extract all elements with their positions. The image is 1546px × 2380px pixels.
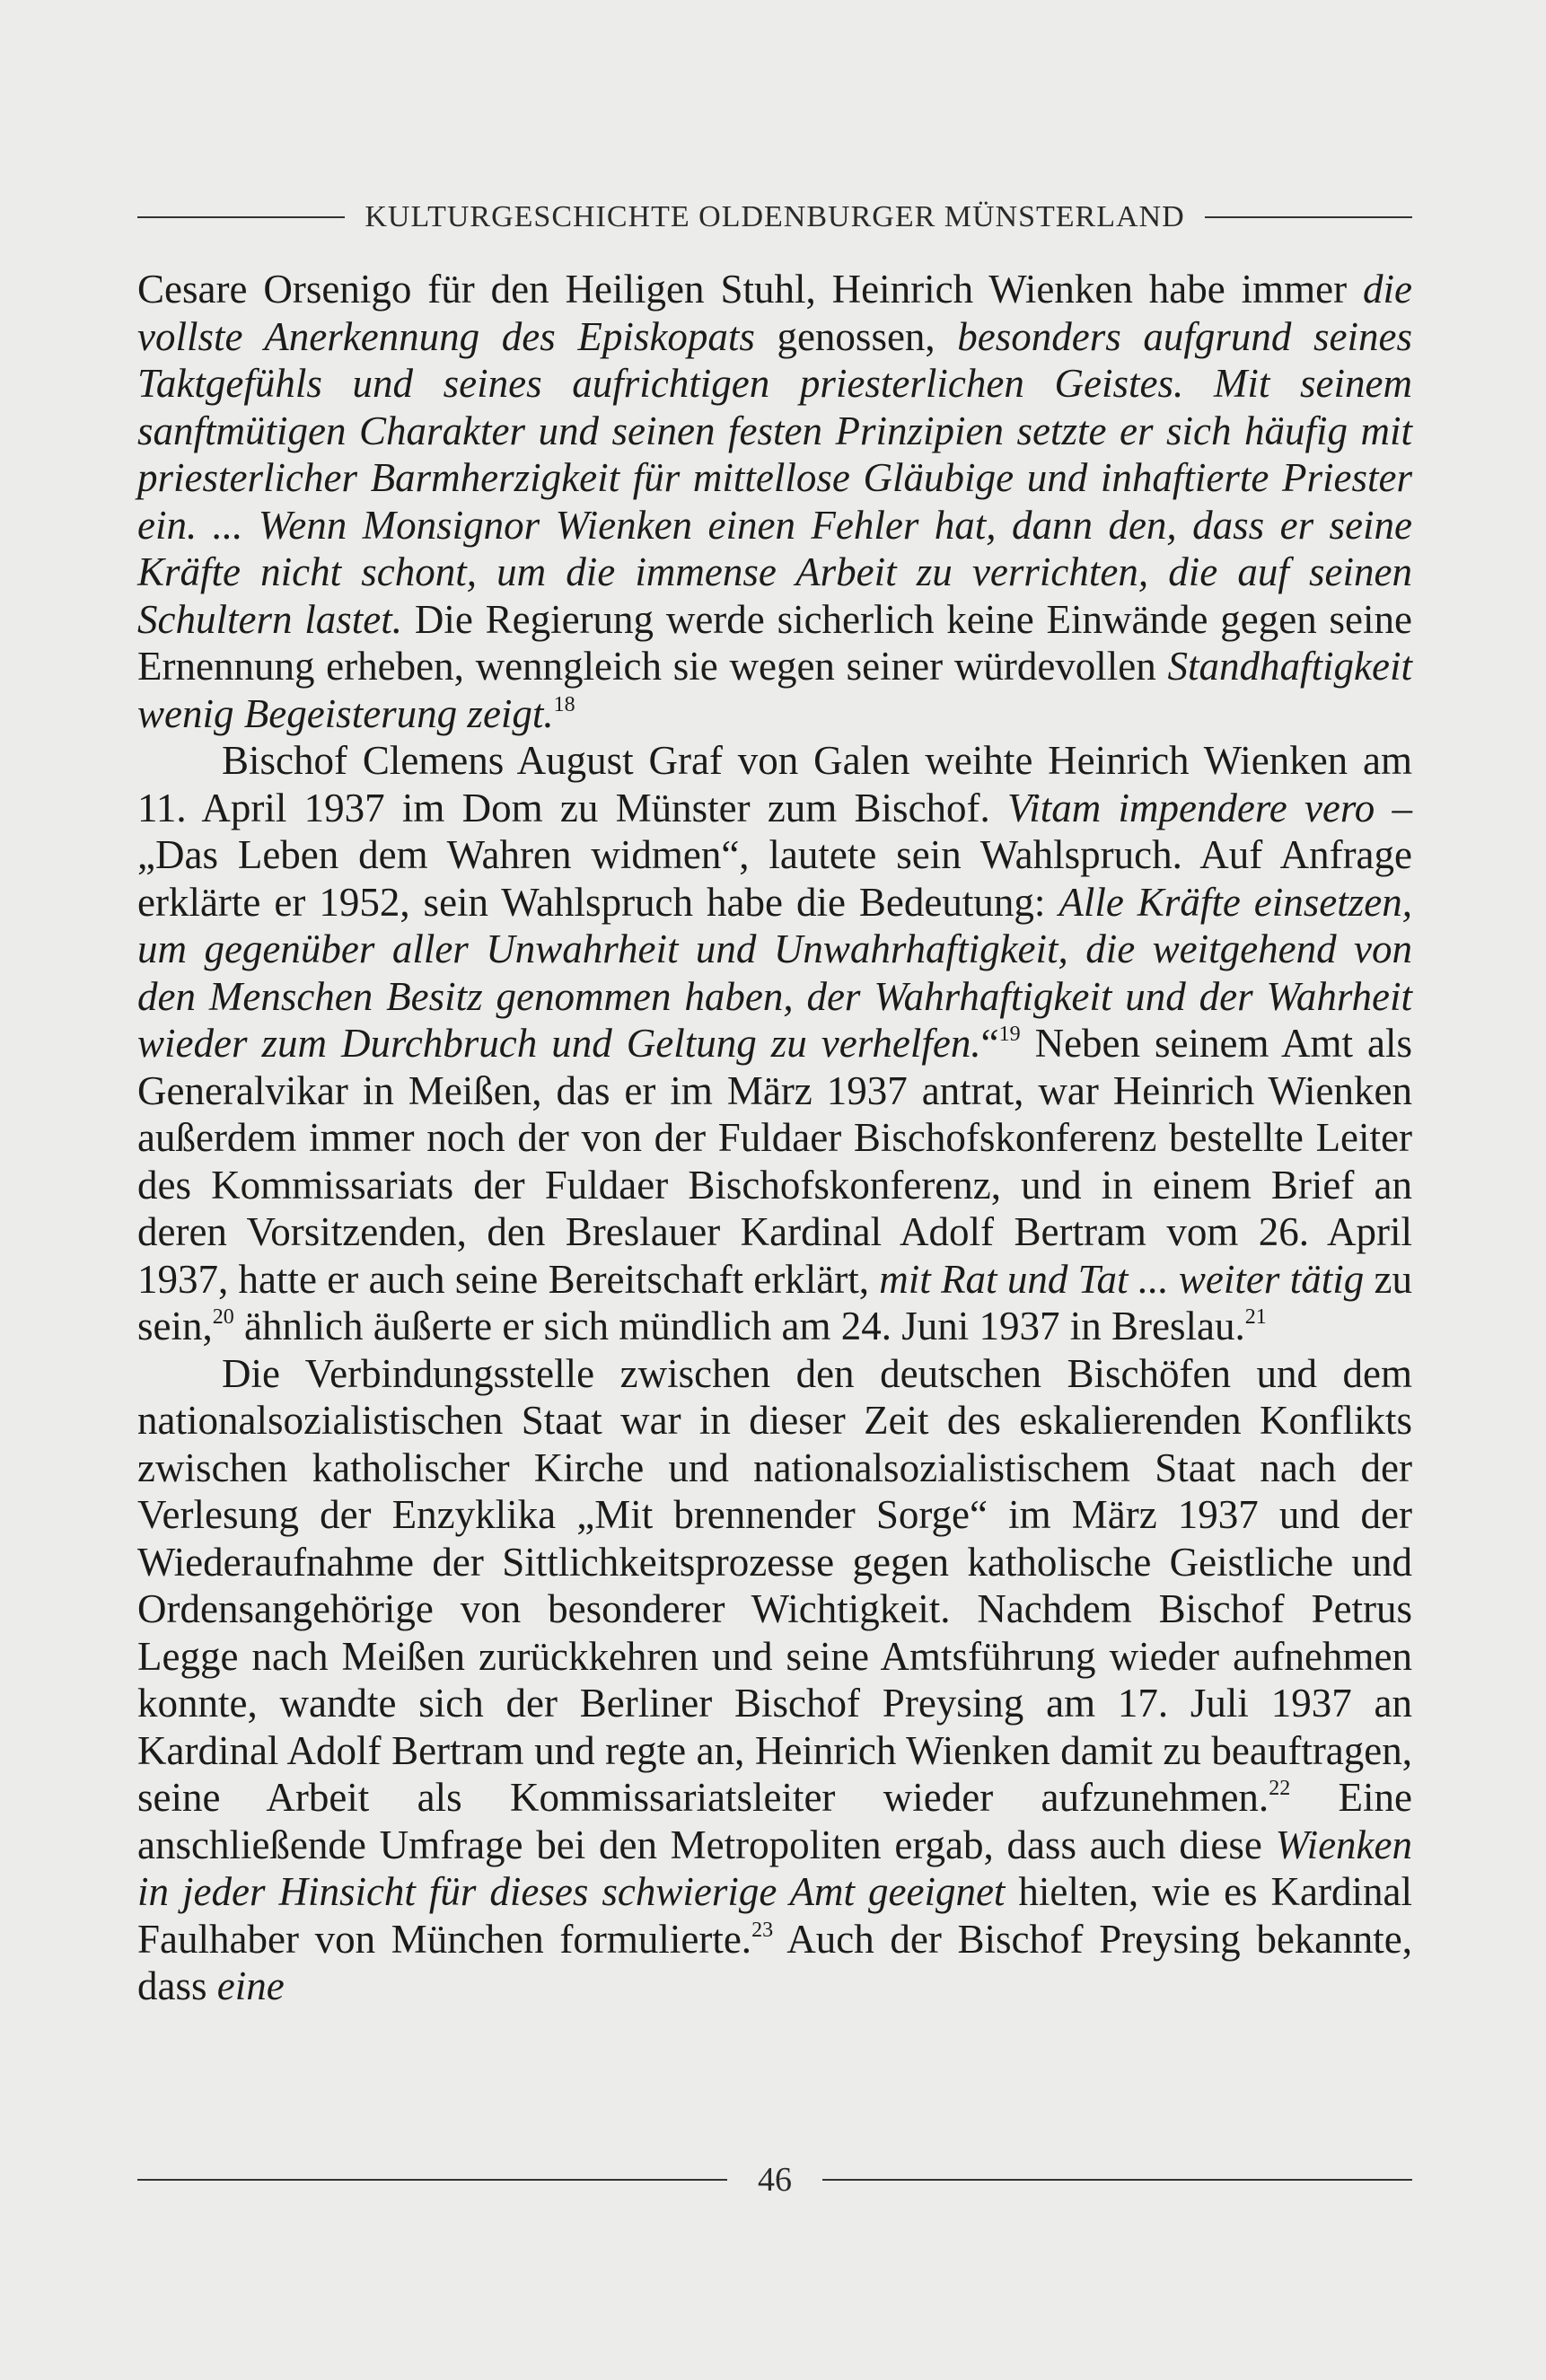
text-run: genossen, <box>754 313 958 359</box>
italic-quote: mit Rat und Tat ... weiter tätig <box>879 1256 1365 1302</box>
text-run: “ <box>980 1021 999 1066</box>
text-run: Auch der Bischof Preysing bekannte, dass <box>137 1916 1412 2008</box>
italic-quote: Standhaftigkeit wenig Begeisterung zeigt. <box>137 644 1412 736</box>
footnote-ref: 21 <box>1244 1305 1267 1329</box>
page-number: 46 <box>758 2161 792 2199</box>
page-footer <box>137 2153 1412 2207</box>
italic-quote: Alle Kräfte einsetzen, um gegenüber aller Unwahrheit und Unwahrhaftigkeit, die weitgehend von den Menschen Besitz genommen haben, der Wahrhaftigkeit und der Wahrheit wieder zum Durchbruch und Geltung zu verhelfen. <box>137 879 1412 1066</box>
paragraph <box>137 1350 1412 2010</box>
body-text <box>137 266 1412 2010</box>
footnote-ref: 22 <box>1269 1777 1291 1800</box>
italic-quote: Wienken in jeder Hinsicht für dieses schwierige Amt geeignet <box>137 1822 1412 1914</box>
text-run: – „Das Leben dem Wahren widmen“, lautete sein Wahlspruch. Auf Anfrage erklärte er 1952, sein Wahlspruch habe die Bedeutung: <box>137 785 1413 925</box>
italic-quote: besonders aufgrund seines Taktgefühls und seines aufrichtigen priesterlichen Geistes. Mit seinem sanftmütigen Charakter und seinen festen Prinzipien setzte er sich häufig mit priesterlicher Barmherzigkeit für mittellose Gläubige und inhaftierte Priester ein. ... Wenn Monsignor Wienken einen Fehler hat, dann den, dass er seine Kräfte nicht schont, um die immense Arbeit zu verrichten, die auf seinen Schultern lastet. <box>137 313 1412 642</box>
text-run: Cesare Orsenigo für den Heiligen Stuhl, Heinrich Wienken habe immer <box>137 267 1364 312</box>
footer-right-rule <box>822 2179 1412 2181</box>
footnote-ref: 19 <box>998 1023 1021 1046</box>
footer-left-rule <box>137 2179 727 2181</box>
text-run: Die Verbindungsstelle zwischen den deutschen Bischöfen und dem nationalsozialistischen Staat war in dieser Zeit des eskalierenden Konflikts zwischen katholischer Kirche und nationalsozialistischem Staat nach der Verlesung der Enzyklika „Mit brennender Sorge“ im März 1937 und der Wiederaufnahme der Sittlichkeitsprozesse gegen katholische Geistliche und Ordensangehörige von besonderer Wichtigkeit. Nachdem Bischof Petrus Legge nach Meißen zurückkehren und seine Amtsführung wieder aufnehmen konnte, wandte sich der Berliner Bischof Preysing am 17. Juli 1937 an Kardinal Adolf Bertram und regte an, Heinrich Wienken damit zu beauftragen, seine Arbeit als Kommissariatsleiter wieder aufzunehmen. <box>137 1350 1412 1820</box>
text-run: hielten, wie es Kardinal Faulhaber von München formulierte. <box>137 1869 1412 1962</box>
text-run: Bischof Clemens August Graf von Galen weihte Heinrich Wienken am 11. April 1937 im Dom zu Münster zum Bischof. <box>137 738 1412 830</box>
text-run: Eine anschließende Umfrage bei den Metropoliten ergab, dass auch diese <box>137 1775 1413 1867</box>
italic-quote: eine <box>216 1963 285 2008</box>
paragraph <box>137 266 1412 737</box>
running-head-left-rule <box>137 216 345 218</box>
running-head <box>137 192 1412 242</box>
text-run: Die Regierung werde sicherlich keine Einwände gegen seine Ernennung erheben, wenngleich sie wegen seiner würdevollen <box>137 596 1412 689</box>
footnote-ref: 23 <box>751 1918 774 1942</box>
footnote-ref: 20 <box>212 1305 234 1329</box>
running-head-right-rule <box>1205 216 1412 218</box>
text-run: Neben seinem Amt als Generalvikar in Meißen, das er im März 1937 antrat, war Heinrich Wienken außerdem immer noch der von der Fuldaer Bischofskonferenz bestellte Leiter des Kommissariats der Fuldaer Bischofskonferenz, und in einem Brief an deren Vorsitzenden, den Breslauer Kardinal Adolf Bertram vom 26. April 1937, hatte er auch seine Bereitschaft erklärt, <box>137 1021 1412 1302</box>
text-run: ähnlich äußerte er sich mündlich am 24. Juni 1937 in Breslau. <box>233 1304 1245 1348</box>
italic-quote: Vitam impendere vero <box>1007 785 1375 830</box>
text-run: zu sein, <box>137 1256 1412 1348</box>
footnote-ref: 18 <box>553 692 575 716</box>
running-head-title: KULTURGESCHICHTE OLDENBURGER MÜNSTERLAND <box>365 200 1185 233</box>
paragraph <box>137 737 1412 1350</box>
italic-quote: die vollste Anerkennung des Episkopats <box>137 267 1412 359</box>
